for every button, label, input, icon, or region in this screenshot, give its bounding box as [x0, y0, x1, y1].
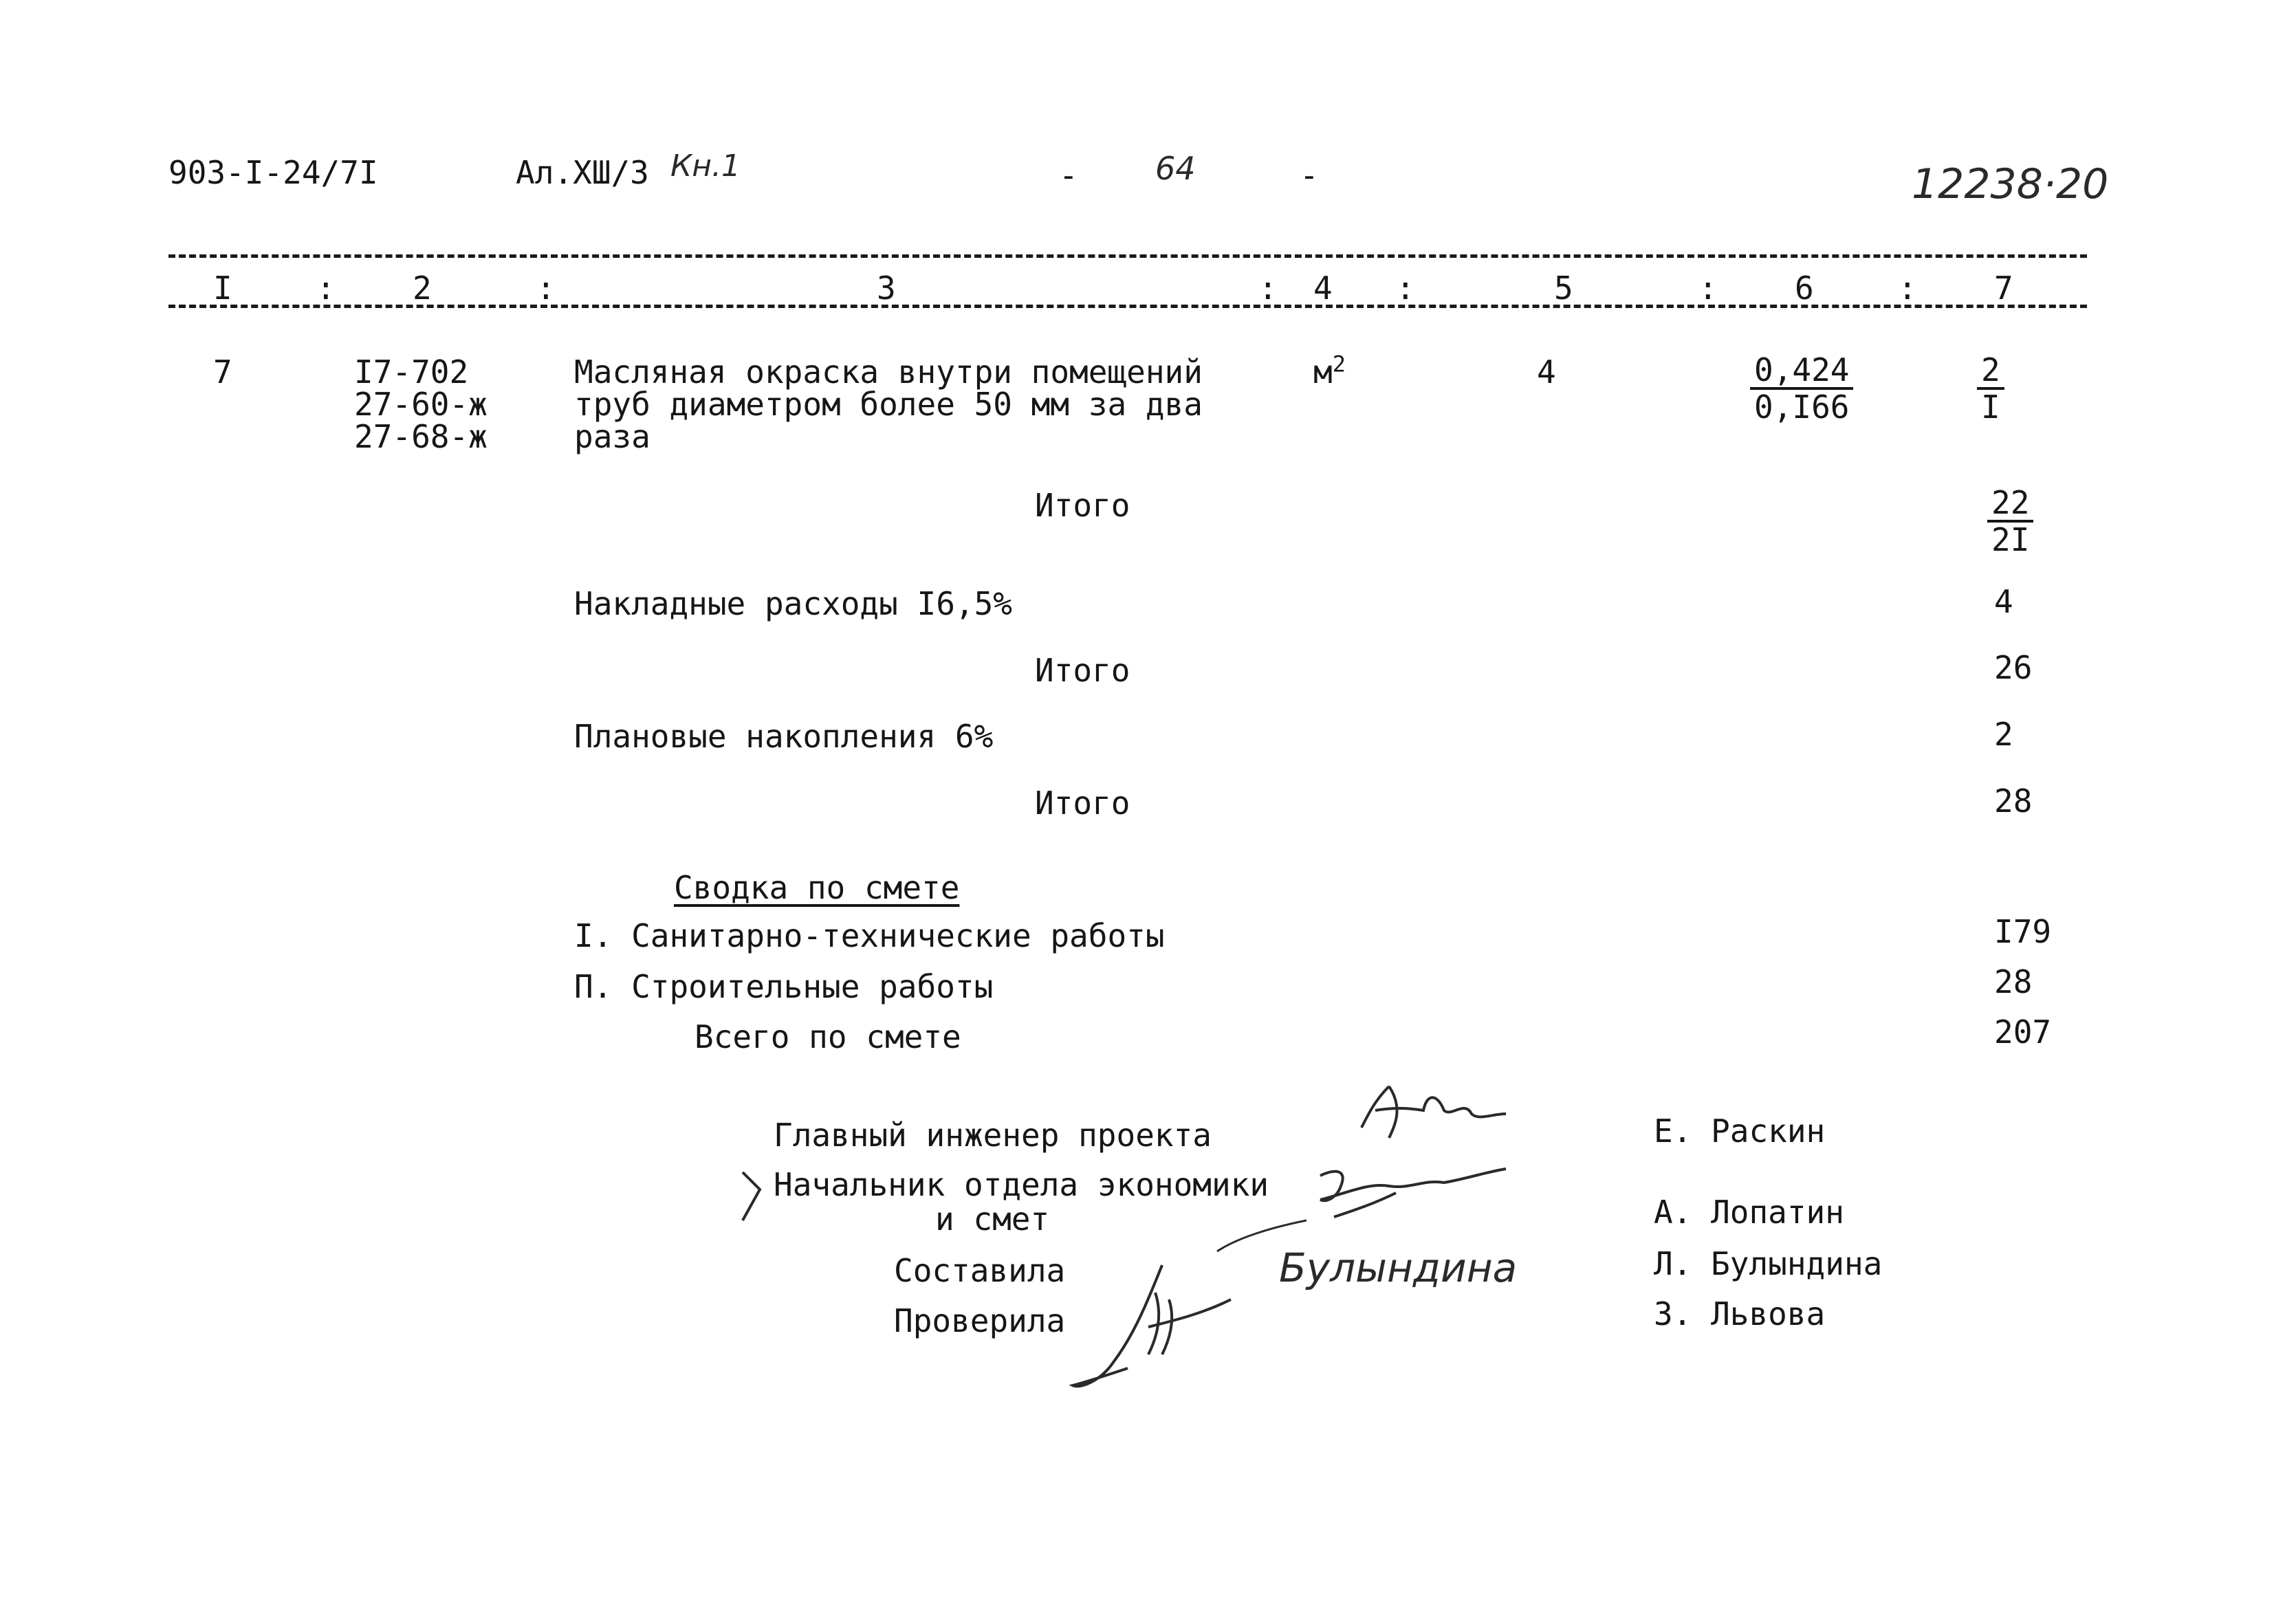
row-unit — [1313, 351, 1346, 391]
summary-item-sanitary: I. Санитарно-технические работы — [574, 917, 1165, 954]
row-code-2: 27-60-ж — [354, 386, 488, 423]
row-unit-power: 2 — [1332, 351, 1346, 377]
page-number: 64 — [1155, 150, 1196, 187]
dept-head-name: А. Лопатин — [1654, 1194, 1844, 1231]
compiled-title: Составила — [894, 1252, 1066, 1289]
row-number: 7 — [213, 353, 232, 391]
header-dash-bottom — [168, 305, 2087, 308]
summary-item-construction: П. Строительные работы — [574, 968, 994, 1005]
itogo-label-3: Итого — [1035, 784, 1130, 822]
chief-engineer-title: Главный инженер проекта — [774, 1117, 1212, 1154]
itogo-label-2: Итого — [1035, 652, 1130, 689]
planned-savings-value: 2 — [1994, 716, 2013, 753]
overhead-value: 4 — [1994, 583, 2013, 620]
row-cost-fraction — [1977, 351, 2004, 426]
column-header-5: 5 — [1554, 270, 1573, 307]
dept-head-signature — [1307, 1155, 1527, 1238]
itogo-1-denominator: 2I — [1991, 521, 2030, 558]
itogo-1-fraction — [1987, 484, 2033, 558]
checked-name: З. Львова — [1654, 1295, 1826, 1332]
row-price-fraction — [1750, 351, 1853, 426]
compiled-signature: Булындина — [1279, 1244, 1518, 1291]
planned-savings-label: Плановые накопления 6% — [574, 718, 994, 755]
overhead-label: Накладные расходы I6,5% — [574, 585, 1012, 622]
column-header-2: 2 — [413, 270, 432, 307]
checked-signature — [1066, 1251, 1245, 1403]
dept-head-mark — [739, 1169, 767, 1224]
header-dash-top — [168, 254, 2087, 258]
album-handwritten: Кн.1 — [670, 149, 741, 184]
row-code-1: I7-702 — [354, 353, 469, 391]
summary-total-label: Всего по смете — [695, 1018, 961, 1055]
column-header-7: 7 — [1994, 270, 2013, 307]
column-separator: : — [1898, 270, 1917, 307]
column-header-1: I — [213, 270, 232, 307]
summary-total-value: 207 — [1994, 1013, 2052, 1051]
summary-title: Сводка по смете — [674, 869, 960, 906]
album-code: Ал.ХШ/3 — [516, 154, 649, 191]
row-price-denominator: 0,I66 — [1754, 388, 1850, 426]
page-dash-left: - — [1059, 157, 1078, 194]
row-description-line-1: Масляная окраска внутри помещений — [574, 353, 1203, 391]
itogo-3-value: 28 — [1994, 782, 2033, 820]
column-separator: : — [1396, 270, 1415, 307]
row-cost-numerator: 2 — [1977, 354, 2004, 390]
itogo-1-numerator: 22 — [1987, 487, 2033, 523]
summary-item-construction-value: 28 — [1994, 963, 2033, 1000]
column-header-3: 3 — [877, 270, 896, 307]
dept-head-title-line-2: и смет — [935, 1200, 1050, 1238]
row-unit-base: м — [1313, 353, 1333, 391]
compiled-name: Л. Булындина — [1654, 1245, 1883, 1282]
chief-engineer-signature — [1348, 1073, 1527, 1155]
itogo-label-1: Итого — [1035, 487, 1130, 524]
column-separator: : — [1258, 270, 1278, 307]
row-description-line-3: раза — [574, 418, 651, 455]
stamp-number: 12238·20 — [1912, 160, 2109, 208]
itogo-2-value: 26 — [1994, 649, 2033, 686]
row-cost-denominator: I — [1981, 388, 2000, 426]
row-price-numerator: 0,424 — [1750, 354, 1853, 390]
dept-head-title-line-1: Начальник отдела экономики — [774, 1166, 1269, 1203]
row-quantity: 4 — [1537, 353, 1556, 391]
column-separator: : — [1698, 270, 1718, 307]
page-dash-right: - — [1300, 157, 1319, 194]
row-description-line-2: труб диаметром более 50 мм за два — [574, 386, 1203, 423]
doc-code: 903-I-24/7I — [168, 154, 378, 191]
summary-item-sanitary-value: I79 — [1994, 913, 2052, 950]
column-header-6: 6 — [1795, 270, 1814, 307]
column-separator: : — [316, 270, 336, 307]
row-code-3: 27-68-ж — [354, 418, 488, 455]
column-separator: : — [536, 270, 556, 307]
column-header-4: 4 — [1313, 270, 1333, 307]
checked-title: Проверила — [894, 1302, 1066, 1339]
chief-engineer-name: Е. Раскин — [1654, 1112, 1826, 1150]
